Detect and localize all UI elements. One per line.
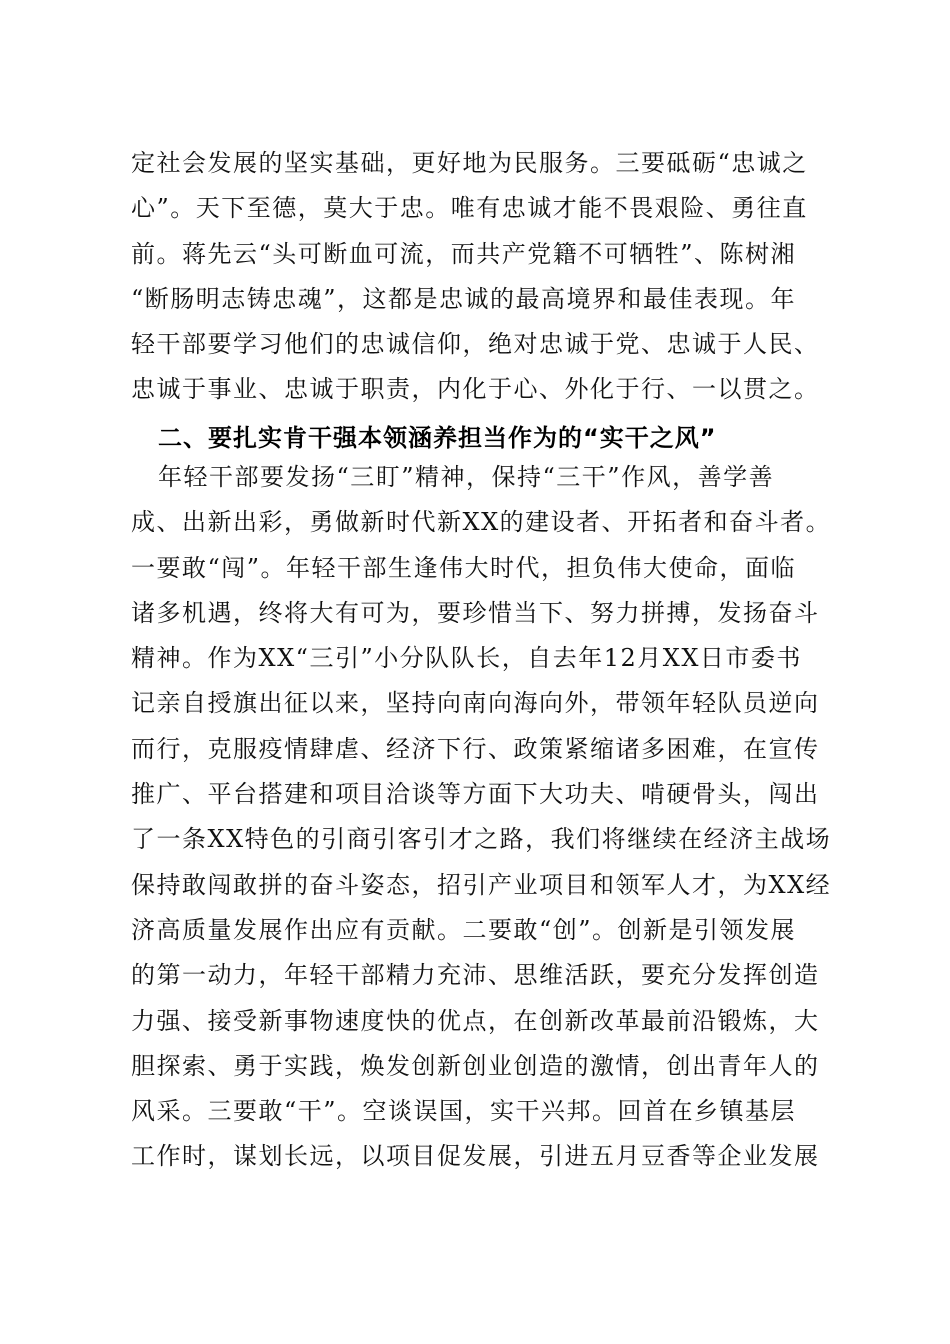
text-line: 胆探索、勇于实践，焕发创新创业创造的激情，创出青年人的 <box>131 1051 820 1080</box>
text-line: 而行，克服疫情肆虐、经济下行、政策紧缩诸多困难，在宣传 <box>131 734 820 763</box>
text-line: 一要敢“闯”。年轻干部生逢伟大时代，担负伟大使命，面临 <box>131 553 797 582</box>
paragraph-practical-work <box>131 455 831 1180</box>
text-line: 诸多机遇，终将大有可为，要珍惜当下、努力拼搏，发扬奋斗 <box>131 598 820 627</box>
text-line: 济高质量发展作出应有贡献。二要敢“创”。创新是引领发展 <box>131 915 797 944</box>
text-line: 精神。作为XX“三引”小分队队长，自去年12月XX日市委书 <box>131 644 802 673</box>
text-line: 的第一动力，年轻干部精力充沛、思维活跃，要充分发挥创造 <box>131 961 820 990</box>
text-line: 风采。三要敢“干”。空谈误国，实干兴邦。回首在乡镇基层 <box>131 1097 797 1126</box>
text-line: 了一条XX特色的引商引客引才之路，我们将继续在经济主战场 <box>131 825 831 854</box>
text-line: 忠诚于事业、忠诚于职责，内化于心、外化于行、一以贯之。 <box>131 375 820 404</box>
section-heading: 二、要扎实肯干强本领涵养担当作为的“实干之风” <box>158 424 717 452</box>
text-line: 年轻干部要发扬“三盯”精神，保持“三干”作风，善学善 <box>158 463 775 491</box>
text-line: “断肠明志铸忠魂”，这都是忠诚的最高境界和最佳表现。年 <box>131 284 797 313</box>
text-line: 保持敢闯敢拼的奋斗姿态，招引产业项目和领军人才，为XX经 <box>131 870 831 899</box>
text-line: 前。蒋先云“头可断血可流，而共产党籍不可牺牲”、陈树湘 <box>131 239 797 268</box>
text-line: 定社会发展的坚实基础，更好地为民服务。三要砥砺“忠诚之 <box>131 149 808 177</box>
text-line: 记亲自授旗出征以来，坚持向南向海向外，带领年轻队员逆向 <box>131 689 820 718</box>
text-line: 工作时，谋划长远，以项目促发展，引进五月豆香等企业发展 <box>131 1142 820 1171</box>
text-line: 轻干部要学习他们的忠诚信仰，绝对忠诚于党、忠诚于人民、 <box>131 330 820 359</box>
text-line: 推广、平台搭建和项目洽谈等方面下大功夫、啃硬骨头，闯出 <box>131 780 820 809</box>
paragraph-loyalty <box>131 141 831 413</box>
text-line: 心”。天下至德，莫大于忠。唯有忠诚才能不畏艰险、勇往直 <box>131 194 808 223</box>
text-line: 成、出新出彩，勇做新时代新XX的建设者、开拓者和奋斗者。 <box>131 508 831 537</box>
text-line: 力强、接受新事物速度快的优点，在创新改革最前沿锻炼，大 <box>131 1006 820 1035</box>
